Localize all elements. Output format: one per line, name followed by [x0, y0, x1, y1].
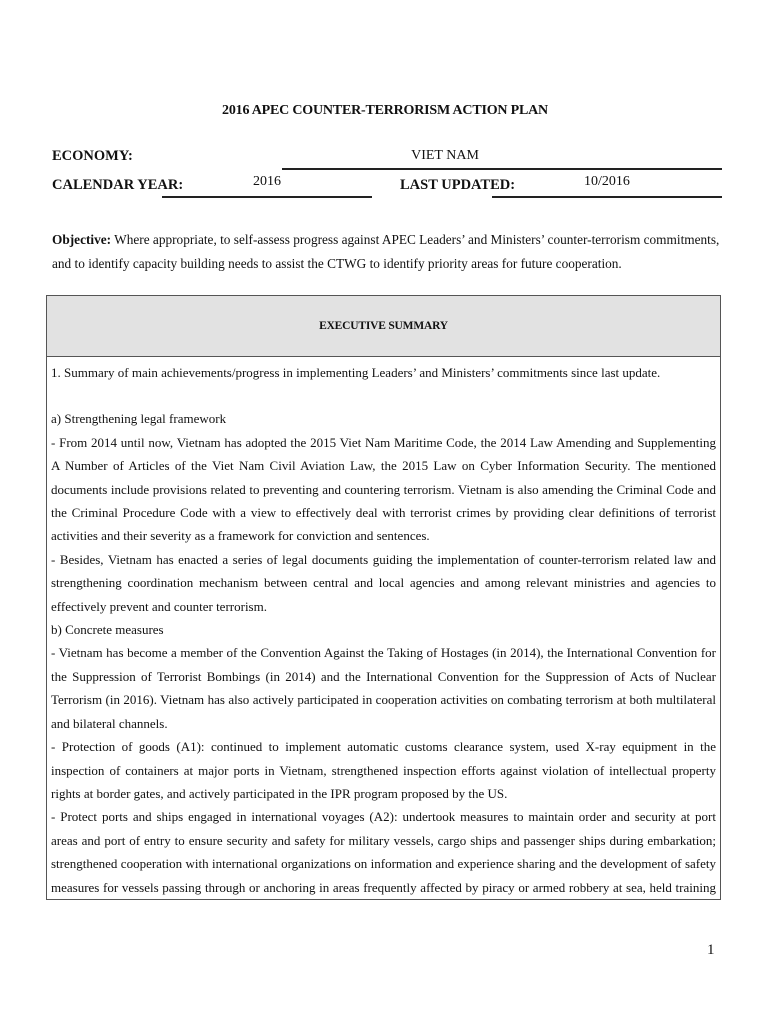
economy-value: VIET NAM [411, 148, 479, 163]
document-title: 2016 APEC COUNTER-TERRORISM ACTION PLAN [222, 103, 548, 118]
page-number: 1 [707, 942, 715, 958]
summary-paragraph: - Besides, Vietnam has enacted a series of legal documents guiding the implementation of counter-terrorism related law and strengthening coordination mechanism between central and local agencies and among relevant ministries and agencies to effectively prevent and counter terrorism. [51, 551, 716, 614]
last-updated-value: 10/2016 [584, 174, 630, 189]
summary-paragraph: a) Strengthening legal framework [51, 411, 227, 427]
calendar-year-value: 2016 [253, 174, 281, 189]
calendar-year-underline [162, 196, 372, 198]
objective-paragraph [52, 228, 722, 276]
last-updated-label: LAST UPDATED: [400, 177, 516, 193]
summary-paragraph: - Vietnam has become a member of the Convention Against the Taking of Hostages (in 2014), the International Convention for the Suppression of Terrorist Bombings (in 2014) and the International Convention for the Suppression of Acts of Nuclear Terrorism (in 2016). Vietnam has also actively participated in cooperation activities on combating terrorism at both multilateral and bilateral channels. [51, 645, 716, 731]
executive-summary-heading: EXECUTIVE SUMMARY [47, 296, 720, 357]
summary-paragraph: 1. Summary of main achievements/progress in implementing Leaders’ and Ministers’ commitments since last update. [51, 365, 661, 380]
objective-text: Where appropriate, to self-assess progress against APEC Leaders’ and Ministers’ counter-terrorism commitments, and to identify capacity building needs to assist the CTWG to identify priority areas for future cooperation. [52, 232, 720, 271]
executive-summary-table [46, 295, 721, 900]
summary-paragraph: - From 2014 until now, Vietnam has adopted the 2015 Viet Nam Maritime Code, the 2014 Law Amending and Supplementing A Number of Articles of the Viet Nam Civil Aviation Law, the 2015 Law on Cyber Information Security. The mentioned documents include provisions related to preventing and countering terrorism. Vietnam is also amending the Criminal Code and the Criminal Procedure Code with a view to effectively deal with terrorist crimes by providing clear definitions of terrorist activities and their severity as a framework for conviction and sentences. [51, 434, 716, 544]
economy-underline [282, 168, 722, 170]
executive-summary-body [47, 357, 720, 900]
objective-label: Objective: [52, 232, 112, 247]
summary-paragraph: b) Concrete measures [51, 622, 164, 638]
calendar-year-label: CALENDAR YEAR: [52, 177, 184, 193]
summary-paragraph: - Protection of goods (A1): continued to implement automatic customs clearance system, used X-ray equipment in the inspection of containers at major ports in Vietnam, strengthened inspection efforts against violation of intellectual property rights at border gates, and actively participated in the IPR program proposed by the US. [51, 739, 716, 801]
summary-paragraph: - Protect ports and ships engaged in international voyages (A2): undertook measures to maintain order and security at port areas and port of entry to ensure security and safety for military vessels, cargo ships and passenger ships during embarkation; strengthened cooperation with international organizations on information and experience sharing and the development of safety measures for vessels passing through or anchoring in areas frequently affected by piracy or armed robbery at sea, held training [51, 809, 716, 895]
economy-label: ECONOMY: [52, 148, 133, 164]
last-updated-underline [492, 196, 722, 198]
